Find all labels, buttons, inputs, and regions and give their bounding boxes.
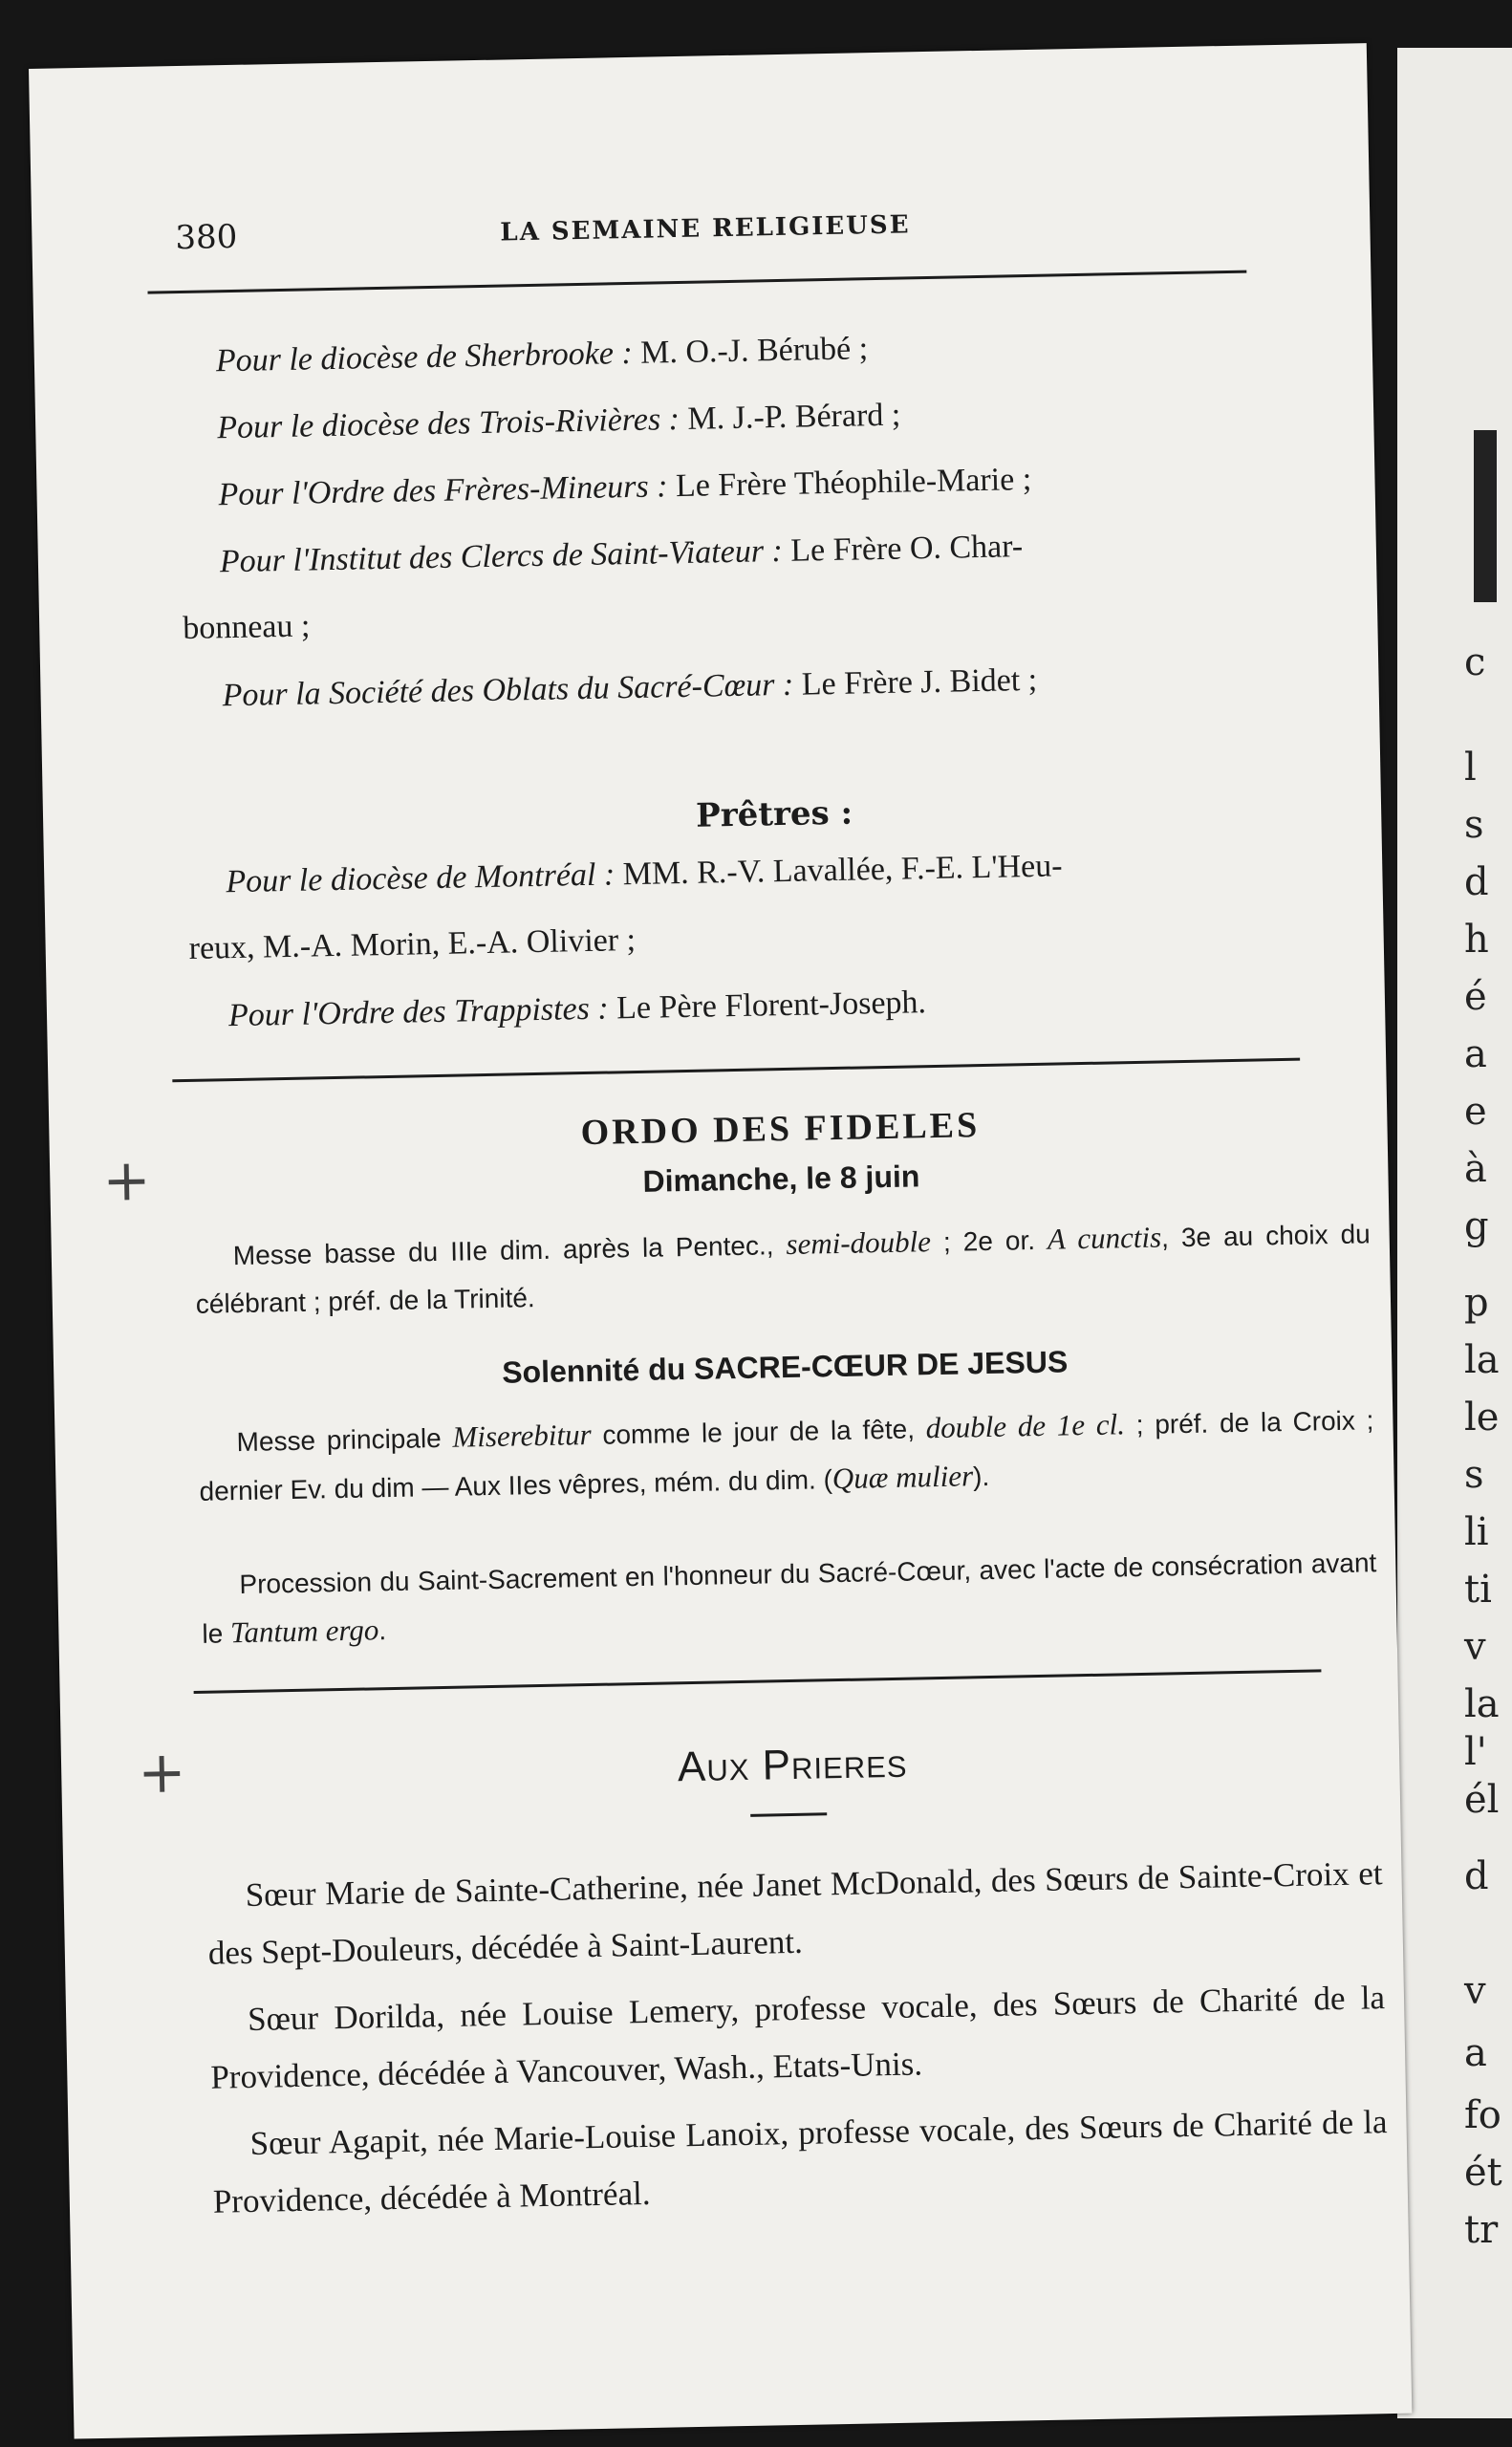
messe-basse-paragraph bbox=[194, 1209, 1372, 1329]
fragment: d bbox=[1464, 1854, 1489, 1898]
ordination-place: Pour le diocèse des Trois-Rivières : bbox=[216, 401, 680, 446]
fragment: él bbox=[1464, 1778, 1500, 1822]
fragment: li bbox=[1464, 1510, 1489, 1554]
ordination-names: M. O.-J. Bérubé ; bbox=[639, 331, 869, 371]
section-rule bbox=[172, 1058, 1300, 1083]
ordination-line bbox=[222, 655, 1370, 716]
fragment: la bbox=[1464, 1338, 1500, 1382]
fragment: ét bbox=[1464, 2151, 1502, 2195]
aux-prieres-title: Aux Prieres bbox=[677, 1739, 908, 1791]
fragment: c bbox=[1464, 640, 1486, 684]
ordination-line bbox=[218, 454, 1366, 515]
ordo-title: ORDO DES FIDELES bbox=[580, 1105, 981, 1154]
pretres-line bbox=[228, 975, 1376, 1036]
prayer-entry: Sœur Dorilda, née Louise Lemery, professe vocale, des Sœurs de Charité de la Providence, décédée à Vancouver, Wash., Etats-Unis. bbox=[209, 1979, 1386, 2096]
ordination-continuation: bonneau ; bbox=[182, 608, 311, 647]
text-run: , 3e au choix du célébrant ; préf. de la Trinité. bbox=[195, 1219, 1371, 1319]
fragment: v bbox=[1464, 1625, 1486, 1669]
fragment: ti bbox=[1464, 1568, 1492, 1612]
book-page bbox=[29, 43, 1412, 2438]
page-number: 380 bbox=[175, 217, 238, 258]
fragment: e bbox=[1464, 1090, 1487, 1134]
title-ornament-rule bbox=[750, 1812, 827, 1817]
text-run-italic: Tantum ergo bbox=[229, 1613, 379, 1650]
adjacent-page bbox=[1397, 48, 1512, 2418]
text-run-italic: Quæ mulier bbox=[832, 1459, 974, 1496]
pretres-heading: Prêtres : bbox=[695, 793, 853, 835]
ordination-place: Pour l'Ordre des Frères-Mineurs : bbox=[218, 468, 668, 513]
fragment: d bbox=[1464, 860, 1489, 904]
fragment: fo bbox=[1464, 2093, 1501, 2137]
prayer-entry: Sœur Marie de Sainte-Catherine, née Janet McDonald, des Sœurs de Sainte-Croix et des Sept-Douleurs, décédée à Saint-Laurent. bbox=[207, 1854, 1383, 1972]
pretres-place: Pour l'Ordre des Trappistes : bbox=[227, 990, 610, 1034]
solennite-heading: Solennité du SACRE-CŒUR DE JESUS bbox=[501, 1344, 1069, 1390]
text-run-italic: double de 1e cl. bbox=[925, 1407, 1126, 1445]
fragment: v bbox=[1464, 1969, 1486, 2013]
fragment: s bbox=[1464, 1453, 1484, 1497]
ordination-names: Le Frère O. Char- bbox=[789, 529, 1024, 569]
text-run: ; 2e or. bbox=[930, 1224, 1048, 1258]
text-run: Messe principale bbox=[236, 1422, 453, 1458]
header-rule bbox=[147, 271, 1246, 294]
fragment: le bbox=[1464, 1396, 1500, 1440]
pretres-place: Pour le diocèse de Montréal : bbox=[226, 856, 616, 900]
ordination-place: Pour l'Institut des Clercs de Saint-Viateur : bbox=[219, 532, 784, 580]
prayer-entry: Sœur Agapit, née Marie-Louise Lanoix, professe vocale, des Sœurs de Charité de la Providence, décédée à Montréal. bbox=[212, 2103, 1388, 2220]
section-rule bbox=[194, 1669, 1322, 1694]
pretres-line bbox=[226, 841, 1373, 902]
fragment: g bbox=[1464, 1204, 1489, 1248]
ordo-date: Dimanche, le 8 juin bbox=[642, 1159, 920, 1199]
messe-principale-paragraph bbox=[198, 1396, 1375, 1516]
running-title: LA SEMAINE RELIGIEUSE bbox=[500, 210, 911, 248]
page-header bbox=[175, 187, 1323, 267]
text-run: comme le jour de la fête, bbox=[591, 1414, 927, 1450]
ordination-names: Le Frère J. Bidet ; bbox=[801, 661, 1038, 703]
ordination-names: M. J.-P. Bérard ; bbox=[687, 397, 901, 437]
text-run: ; préf. de la Croix ; dernier Ev. du dim — Aux IIes vêpres, mém. du dim. ( bbox=[199, 1405, 1374, 1506]
fragment: la bbox=[1464, 1682, 1500, 1726]
text-run-italic: Miserebitur bbox=[452, 1417, 592, 1454]
fragment: a bbox=[1464, 1032, 1487, 1076]
pretres-names: Le Père Florent-Joseph. bbox=[616, 985, 927, 1027]
ordination-line bbox=[217, 387, 1365, 448]
fragment: a bbox=[1464, 2031, 1487, 2075]
ordination-names: Le Frère Théophile-Marie ; bbox=[675, 461, 1032, 505]
fragment: tr bbox=[1464, 2208, 1499, 2252]
procession-paragraph bbox=[201, 1539, 1378, 1658]
text-run: . bbox=[378, 1615, 387, 1646]
ordination-place: Pour la Société des Oblats du Sacré-Cœur : bbox=[222, 666, 794, 714]
fragment: é bbox=[1464, 975, 1487, 1019]
pretres-continuation: reux, M.-A. Morin, E.-A. Olivier ; bbox=[188, 921, 637, 966]
ordination-line bbox=[216, 320, 1364, 381]
ordination-line bbox=[220, 521, 1368, 582]
margin-mark: + bbox=[101, 1146, 152, 1215]
text-run-italic: A cunctis bbox=[1047, 1220, 1162, 1256]
adjacent-page-mark bbox=[1474, 430, 1497, 602]
pretres-names: MM. R.-V. Lavallée, F.-E. L'Heu- bbox=[622, 848, 1063, 893]
ordination-place: Pour le diocèse de Sherbrooke : bbox=[215, 335, 634, 379]
text-run: ). bbox=[972, 1461, 990, 1492]
fragment: h bbox=[1464, 918, 1489, 962]
margin-mark: + bbox=[137, 1739, 187, 1808]
fragment: s bbox=[1464, 803, 1484, 847]
fragment: p bbox=[1464, 1281, 1489, 1325]
fragment: l' bbox=[1464, 1730, 1487, 1774]
fragment: l bbox=[1464, 746, 1477, 790]
text-run-italic: semi-double bbox=[786, 1224, 932, 1262]
text-run: Procession du Saint-Sacrement en l'honneur du Sacré-Cœur, avec l'acte de consécration avant le bbox=[202, 1548, 1377, 1649]
fragment: à bbox=[1464, 1147, 1487, 1191]
text-run: Messe basse du IIIe dim. après la Pentec., bbox=[232, 1230, 787, 1271]
